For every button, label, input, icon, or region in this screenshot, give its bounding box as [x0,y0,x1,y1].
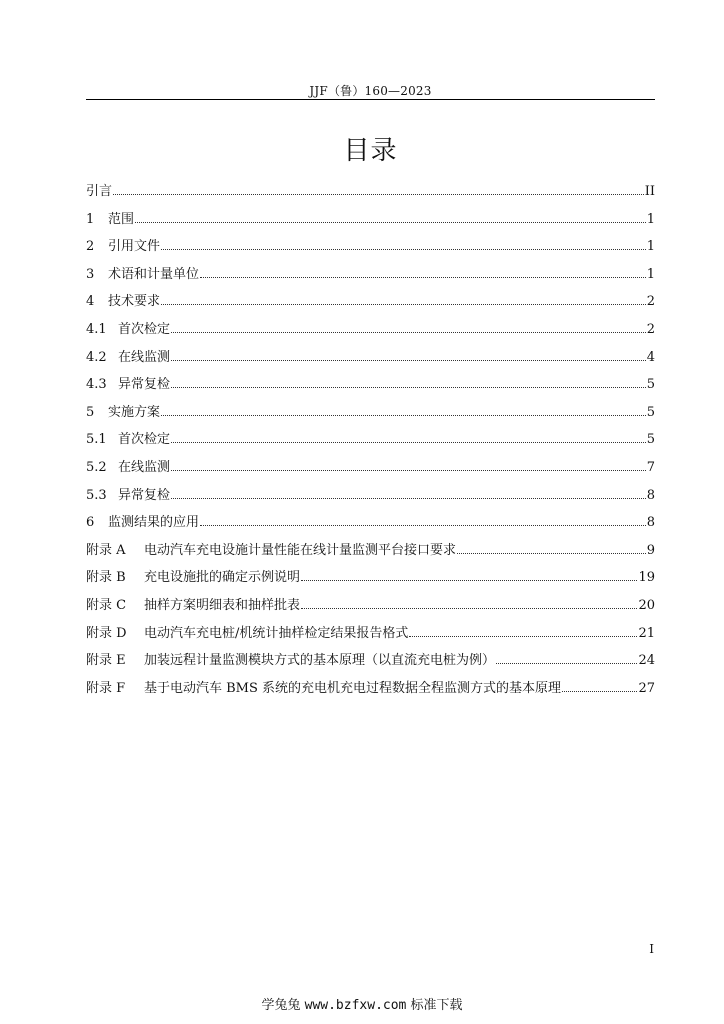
toc-entry-page: 5 [646,432,655,448]
toc-entry-number: 附录 C [86,597,127,613]
toc-entry-label: 范围 [108,211,135,227]
toc-entry-number: 5.3 [86,487,107,503]
toc-entry-page: 1 [646,239,655,255]
toc-entry-label: 技术要求 [108,294,161,310]
toc-entry-number: 附录 F [86,680,126,696]
toc-dot-leader [161,415,646,416]
toc-entry-number: 4.2 [86,349,107,365]
toc-entry-title [86,318,170,337]
toc-entry-label: 实施方案 [108,404,161,420]
toc-entry-page: 20 [638,597,655,613]
toc-entry[interactable] [86,346,655,374]
toc-entry-number: 5 [86,404,95,420]
toc-entry[interactable] [86,649,655,677]
toc-entry-title [86,208,134,227]
toc-entry-title [86,484,170,503]
toc-entry-page: 21 [638,625,655,641]
toc-entry-number: 6 [86,515,95,531]
toc-entry-number: 附录 D [86,625,127,641]
toc-entry-page: 1 [646,211,655,227]
toc-entry-number: 4 [86,294,95,310]
toc-dot-leader [457,553,646,554]
toc-entry[interactable] [86,566,655,594]
toc-entry-title [86,677,561,696]
toc-dot-leader [496,663,637,664]
toc-entry-page: 2 [646,294,655,310]
toc-entry-page: 8 [646,515,655,531]
toc-entry-label: 异常复检 [118,487,171,503]
toc-dot-leader [135,222,646,223]
toc-dot-leader [171,360,646,361]
toc-entry-label: 电动汽车充电设施计量性能在线计量监测平台接口要求 [144,542,457,558]
toc-dot-leader [562,691,637,692]
toc-entry-number: 附录 A [86,542,126,558]
toc-dot-leader [301,608,637,609]
toc-entry-page: 27 [638,680,655,696]
toc-dot-leader [171,442,646,443]
toc-dot-leader [171,470,646,471]
toc-entry-number: 附录 E [86,653,126,669]
toc-entry[interactable] [86,208,655,236]
toc-entry-title [86,456,170,475]
toc-dot-leader [301,580,637,581]
toc-entry[interactable] [86,456,655,484]
toc-entry[interactable] [86,594,655,622]
toc-entry-page: 1 [646,266,655,282]
toc-entry-title [86,594,300,613]
toc-entry-title [86,622,408,641]
toc-entry[interactable] [86,373,655,401]
toc-entry-label: 术语和计量单位 [108,266,200,282]
toc-entry-page: 2 [646,321,655,337]
toc-dot-leader [171,498,646,499]
toc-entry-label: 充电设施批的确定示例说明 [144,570,301,586]
toc-entry-label: 引言 [86,184,113,199]
toc-entry-title [86,428,170,447]
toc-entry-label: 电动汽车充电桩/机统计抽样检定结果报告格式 [144,625,409,641]
toc-entry-label: 在线监测 [118,459,171,475]
toc-entry[interactable] [86,235,655,263]
toc-dot-leader [171,387,646,388]
toc-entry-page: 9 [646,542,655,558]
toc-dot-leader [161,304,646,305]
toc-entry-title [86,539,456,558]
standard-code: JJF（鲁）160—2023 [309,84,432,98]
toc-entry-page: 4 [646,349,655,365]
toc-dot-leader [200,277,646,278]
toc-entry-number: 3 [86,266,95,282]
toc-entry-number: 1 [86,211,95,227]
toc-entry-title [86,346,170,365]
toc-entry[interactable] [86,622,655,650]
toc-entry[interactable] [86,401,655,429]
toc-dot-leader [200,525,646,526]
toc-entry-page: 8 [646,487,655,503]
toc-entry-label: 抽样方案明细表和抽样批表 [144,597,301,613]
toc-entry-number: 2 [86,239,95,255]
watermark-url[interactable]: www.bzfxw.com [304,998,407,1013]
toc-entry[interactable] [86,428,655,456]
toc-entry-label: 异常复检 [118,377,171,393]
toc-entry-page: 5 [646,404,655,420]
watermark-site-name: 学兔兔 [261,998,301,1013]
toc-entry-title [86,373,170,392]
toc-entry-page: 24 [638,653,655,669]
toc-entry-number: 附录 B [86,570,126,586]
toc-entry-title [86,401,160,420]
toc-entry-page: 19 [638,570,655,586]
watermark-suffix: 标准下载 [410,998,463,1013]
toc-entry[interactable] [86,180,655,208]
toc-entry-page: 5 [646,377,655,393]
toc-entry-title [86,511,199,530]
toc-dot-leader [171,332,646,333]
toc-entry[interactable] [86,290,655,318]
toc-entry[interactable] [86,318,655,346]
toc-entry-label: 引用文件 [108,239,161,255]
page-number: I [649,942,654,956]
toc-entry-number: 4.3 [86,377,107,393]
toc-entry-label: 在线监测 [118,349,171,365]
toc-entry-number: 5.2 [86,459,107,475]
toc-entry-page: 7 [646,459,655,475]
toc-entry-title [86,290,160,309]
toc-entry[interactable] [86,263,655,291]
toc-entry-number: 5.1 [86,432,107,448]
toc-entry[interactable] [86,484,655,512]
toc-entry-number: 4.1 [86,321,107,337]
toc-entry[interactable] [86,677,655,705]
toc-entry[interactable] [86,539,655,567]
toc-entry-page: II [644,184,655,199]
toc-entry-label: 首次检定 [118,432,171,448]
toc-entry-label: 加装远程计量监测模块方式的基本原理（以直流充电桩为例） [144,653,496,669]
toc-entry-label: 监测结果的应用 [108,515,200,531]
toc-dot-leader [409,636,637,637]
header-divider [86,99,655,100]
toc-entry-title [86,263,199,282]
toc-entry-title [86,566,300,585]
table-of-contents [86,180,655,704]
toc-entry-title [86,180,112,199]
toc-entry[interactable] [86,511,655,539]
document-header [86,82,655,99]
watermark [0,994,724,1013]
toc-dot-leader [161,249,646,250]
page-title: 目录 [343,136,398,166]
toc-entry-title [86,649,495,668]
toc-entry-label: 首次检定 [118,321,171,337]
toc-entry-label: 基于电动汽车 BMS 系统的充电机充电过程数据全程监测方式的基本原理 [144,680,562,696]
toc-dot-leader [113,194,644,195]
toc-entry-title [86,235,160,254]
